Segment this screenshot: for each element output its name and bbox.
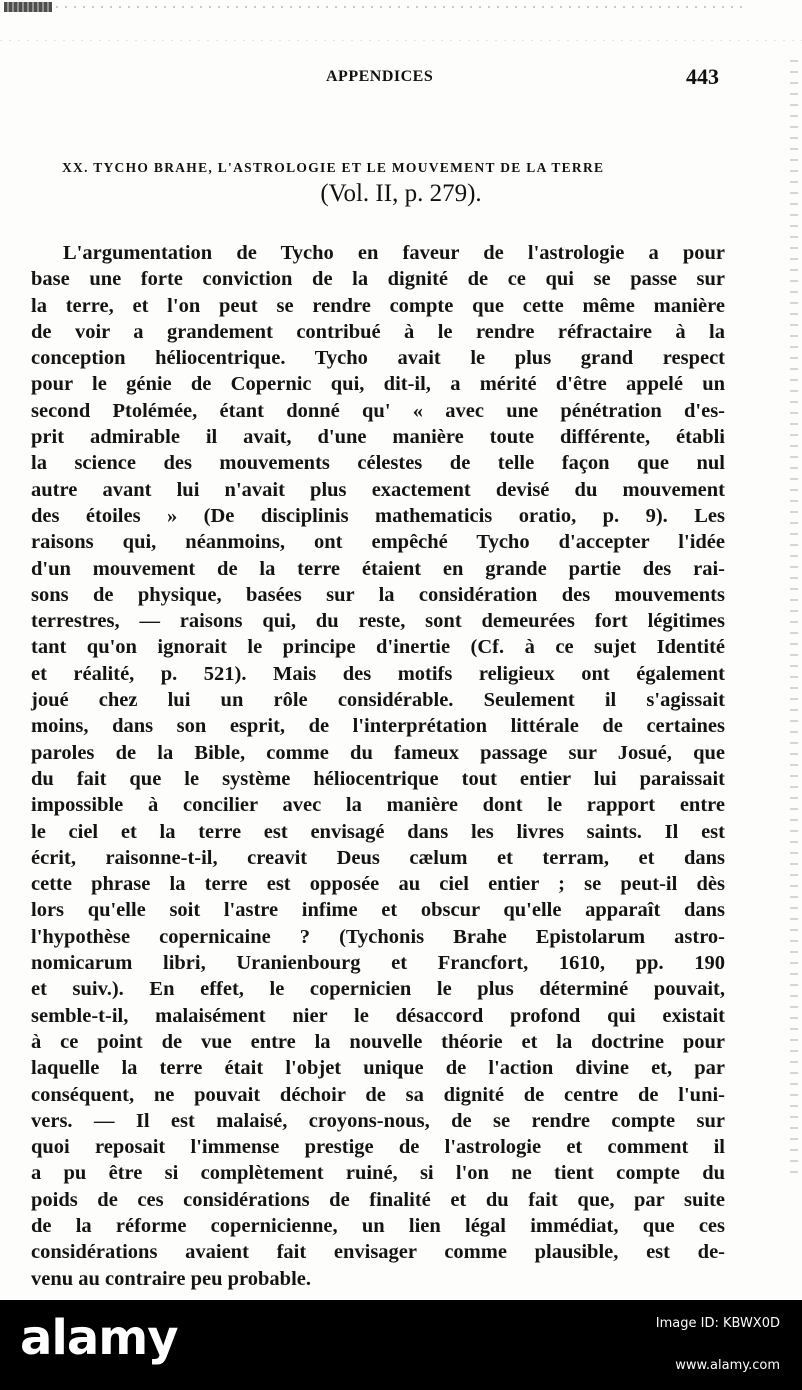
text-line: conséquent, ne pouvait déchoir de sa dignité de centre de l'uni- [31,1083,725,1106]
text-line: le ciel et la terre est envisagé dans les livres saints. Il est [31,820,725,843]
text-line: considérations avaient fait envisager comme plausible, est de- [31,1241,725,1264]
text-line: lors qu'elle soit l'astre infime et obscur qu'elle apparaît dans [31,899,725,922]
scan-noise-line [0,40,802,41]
running-title: APPENDICES [326,68,434,85]
text-line: l'hypothèse copernicaine ? (Tychonis Brahe Epistolarum astro- [31,925,725,948]
text-line: la science des mouvements célestes de telle façon que nul [31,452,725,475]
text-line: venu au contraire peu probable. [31,1267,312,1290]
text-line: la terre, et l'on peut se rendre compte que cette même manière [31,294,725,317]
text-line: paroles de la Bible, comme du fameux passage sur Josué, que [31,741,725,764]
text-line: poids de ces considérations de finalité et du fait que, par suite [31,1188,725,1211]
text-line: du fait que le système héliocentrique tout entier lui paraissait [31,767,725,790]
footer-logo: alamy [20,1310,178,1366]
section-title: XX. TYCHO BRAHE, L'ASTROLOGIE ET LE MOUVEMENT DE LA TERRE [62,160,605,175]
text-line: impossible à concilier avec la manière dont le rapport entre [31,794,725,817]
text-line: base une forte conviction de la dignité de ce qui se passe sur [31,268,725,291]
text-line: second Ptolémée, étant donné qu' « avec une pénétration d'es- [31,399,725,422]
text-line: de voir a grandement contribué à le rendre réfractaire à la [31,320,725,343]
running-head [0,64,802,94]
text-line: de la réforme copernicienne, un lien légal immédiat, que ces [31,1214,725,1237]
text-line: laquelle la terre était l'objet unique de l'action divine et, par [31,1057,725,1080]
footer-image-id: Image ID: KBWX0D [655,1316,780,1331]
text-line: pour le génie de Copernic qui, dit-il, a mérité d'être appelé un [31,373,725,396]
body-paragraph [31,240,725,1292]
text-line: prit admirable il avait, d'une manière toute différente, établi [31,426,725,449]
text-line: d'un mouvement de la terre étaient en grande partie des rai- [31,557,725,580]
text-line: autre avant lui n'avait plus exactement devisé du mouvement [31,478,725,501]
text-line: des étoiles » (De disciplinis mathematicis oratio, p. 9). Les [31,504,725,527]
text-line: tant qu'on ignorait le principe d'inertie (Cf. à ce sujet Identité [31,636,725,659]
page-number: 443 [686,64,719,89]
text-line: joué chez lui un rôle considérable. Seulement il s'agissait [31,689,725,712]
text-line: cette phrase la terre est opposée au ciel entier ; se peut-il dès [31,873,725,896]
text-line: a pu être si complètement ruiné, si l'on ne tient compte du [31,1162,725,1185]
scan-artifact [4,2,52,12]
watermark-footer [0,1300,802,1390]
text-line: et suiv.). En effet, le copernicien le plus déterminé pouvait, [31,978,725,1001]
text-line: vers. — Il est malaisé, croyons-nous, de se rendre compte sur [31,1109,725,1132]
section-reference: (Vol. II, p. 279). [320,180,482,207]
text-line: à ce point de vue entre la nouvelle théorie et la doctrine pour [31,1030,725,1053]
text-line: quoi reposait l'immense prestige de l'astrologie et comment il [31,1136,725,1159]
text-line: semble-t-il, malaisément nier le désaccord profond qui existait [31,1004,725,1027]
text-line: moins, dans son esprit, de l'interprétation littérale de certaines [31,715,725,738]
footer-url: www.alamy.com [675,1358,780,1373]
text-line: raisons qui, néanmoins, ont empêché Tycho d'accepter l'idée [31,531,725,554]
scan-edge-right [790,60,798,1180]
scan-noise-top [56,6,746,8]
text-line: terrestres, — raisons qui, du reste, sont demeurées fort légitimes [31,610,725,633]
text-line: conception héliocentrique. Tycho avait le plus grand respect [31,347,725,370]
text-line: nomicarum libri, Uranienbourg et Francfort, 1610, pp. 190 [31,952,725,975]
text-line: et réalité, p. 521). Mais des motifs religieux ont également [31,662,725,685]
text-line: sons de physique, basées sur la considération des mouvements [31,583,725,606]
text-line: écrit, raisonne-t-il, creavit Deus cælum et terram, et dans [31,846,725,869]
text-line: L'argumentation de Tycho en faveur de l'astrologie a pour [63,242,725,264]
